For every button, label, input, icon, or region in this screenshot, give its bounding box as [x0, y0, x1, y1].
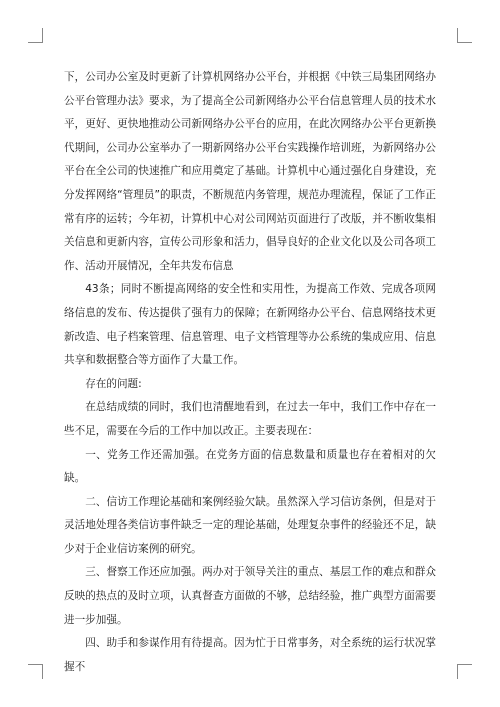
document-body [64, 66, 436, 679]
paragraph: 二、信访工作理论基础和案例经验欠缺。虽然深入学习信访条例，但是对于灵活地处理各类信访事件缺乏一定的理论基础，处理复杂事件的经验还不足，缺少对于企业信访案例的研究。 [64, 495, 436, 555]
crop-mark-bottom-right [457, 664, 472, 679]
paragraph: 一、党务工作还需加强。在党务方面的信息数量和质量也存在着相对的欠缺。 [64, 448, 436, 485]
crop-mark-top-left [28, 28, 43, 43]
paragraph: 四、助手和参谋作用有待提高。因为忙于日常事务，对全系统的运行状况掌握不 [64, 637, 436, 673]
crop-mark-top-right [457, 28, 472, 43]
paragraph: 在总结成绩的同时，我们也清醒地看到，在过去一年中，我们工作中存在一些不足，需要在今后的工作中加以改正。主要表现在： [64, 401, 436, 437]
crop-mark-bottom-left [28, 664, 43, 679]
paragraph: 43条；同时不断提高网络的安全性和实用性，为提高工作效、完成各项网络信息的发布、传达提供了强有力的保障；在新网络办公平台、信息网络技术更新改造、电子档案管理、信息管理、电子文档管理等办公系统的集成应用、信息共享和数据整合等方面作了大量工作。 [64, 283, 436, 367]
paragraph: 下，公司办公室及时更新了计算机网络办公平台，并根据《中铁三局集团网络办公平台管理办法》要求，为了提高全公司新网络办公平台信息管理人员的技术水平，更好、更快地推动公司新网络办公平台的应用，在此次网络办公平台更新换代期间，公司办公室举办了一期新网络办公平台实践操作培训班，为新网络办公平台在全公司的快速推广和应用奠定了基础。计算机中心通过强化自身建设，充分发挥网络“管理员”的职责，不断规范内务管理，规范办理流程，保证了工作正常有序的运转；今年初，计算机中心对公司网站页面进行了改版，并不断收集相关信息和更新内容，宣传公司形象和活力，倡导良好的企业文化以及公司各项工作、活动开展情况，全年共发布信息 [64, 71, 436, 272]
section-heading: 存在的问题: [85, 377, 142, 390]
paragraph: 三、督察工作还应加强。两办对于领导关注的重点、基层工作的难点和群众反映的热点的及时立项，认真督查方面做的不够，总结经验，推广典型方面需要进一步加强。 [64, 566, 436, 626]
